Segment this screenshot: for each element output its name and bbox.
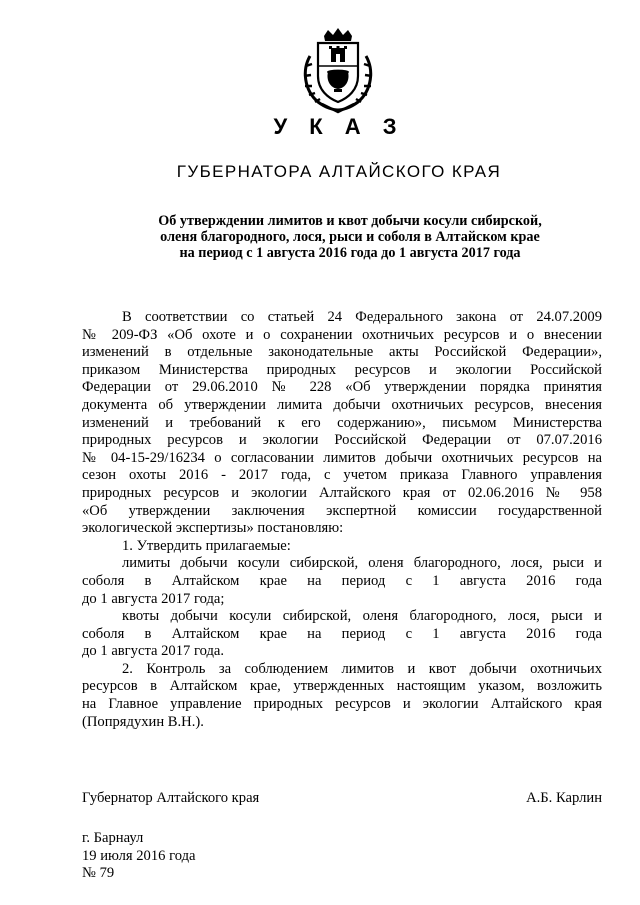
text-line: 1. Утвердить прилагаемые: [122,537,291,554]
signatory-name: А.Б. Карлин [526,790,602,806]
preamble-paragraph [82,309,602,538]
document-title: У К А З [273,114,405,139]
issuer-title: ГУБЕРНАТОРА АЛТАЙСКОГО КРАЯ [176,162,502,181]
text-line: квоты добычи косули сибирской, оленя благородного, лося, рыси и [122,608,602,625]
limits-paragraph [82,555,602,608]
text-line: соболя в Алтайском крае на период с 1 августа 2016 года [82,625,602,642]
text-line: В соответствии со статьей 24 Федерального закона от 24.07.2009 [122,309,602,325]
text-line: природных ресурсов и экологии Алтайского края от 02.06.2016 № 958 [82,484,602,501]
subject-line: на период с 1 августа 2016 года до 1 августа 2017 года [179,245,521,261]
text-line: изменений и требований к его содержанию», письмом Министерства [82,414,602,431]
text-line: документа об утверждении лимита добычи охотничьих ресурсов, внесения [82,396,602,413]
document-footer [82,830,195,883]
text-line: на Главное управление природных ресурсов и экологии Алтайского края [82,696,602,713]
text-line: (Попрядухин В.Н.). [82,713,204,730]
text-line: приказом Министерства природных ресурсов и экологии Российской [82,361,602,378]
document-subject [120,213,580,261]
text-line: соболя в Алтайском крае на период с 1 августа 2016 года [82,572,602,589]
text-line: 2. Контроль за соблюдением лимитов и квот добычи охотничьих [122,660,602,677]
text-line: ресурсов в Алтайском крае, утвержденных настоящим указом, возложить [82,678,602,695]
text-line: Федерации от 29.06.2010 № 228 «Об утверждении порядка принятия [82,379,602,396]
document-number: № 79 [82,865,115,881]
quotas-paragraph [82,608,602,661]
text-line: природных ресурсов и экологии Российской Федерации от 07.07.2016 [82,432,602,449]
city: г. Барнаул [82,830,144,846]
text-line: «Об утверждении заключения экспертной комиссии государственной [82,502,602,519]
text-line: № 209-ФЗ «Об охоте и о сохранении охотничьих ресурсов и о внесении [82,326,602,343]
text-line: экологической экспертизы» постановляю: [82,520,344,537]
item-1-paragraph [82,538,602,556]
text-line: изменений в отдельные законодательные акты Российской Федерации», [82,344,602,361]
coat-of-arms-icon [296,26,380,114]
subject-line: Об утверждении лимитов и квот добычи косули сибирской, [158,213,542,229]
text-line: до 1 августа 2017 года. [82,643,225,660]
document-body [82,309,602,731]
document-date: 19 июля 2016 года [82,847,196,864]
text-line: лимиты добычи косули сибирской, оленя благородного, лося, рыси и [122,555,602,572]
item-2-paragraph [82,661,602,731]
subject-line: оленя благородного, лося, рыси и соболя в Алтайском крае [160,229,540,245]
text-line: до 1 августа 2017 года; [82,590,225,607]
text-line: № 04-15-29/16234 о согласовании лимитов добычи охотничьих ресурсов на [82,449,602,466]
text-line: сезон охоты 2016 - 2017 года, с учетом приказа Главного управления [82,467,602,484]
signatory-position: Губернатор Алтайского края [82,790,260,806]
